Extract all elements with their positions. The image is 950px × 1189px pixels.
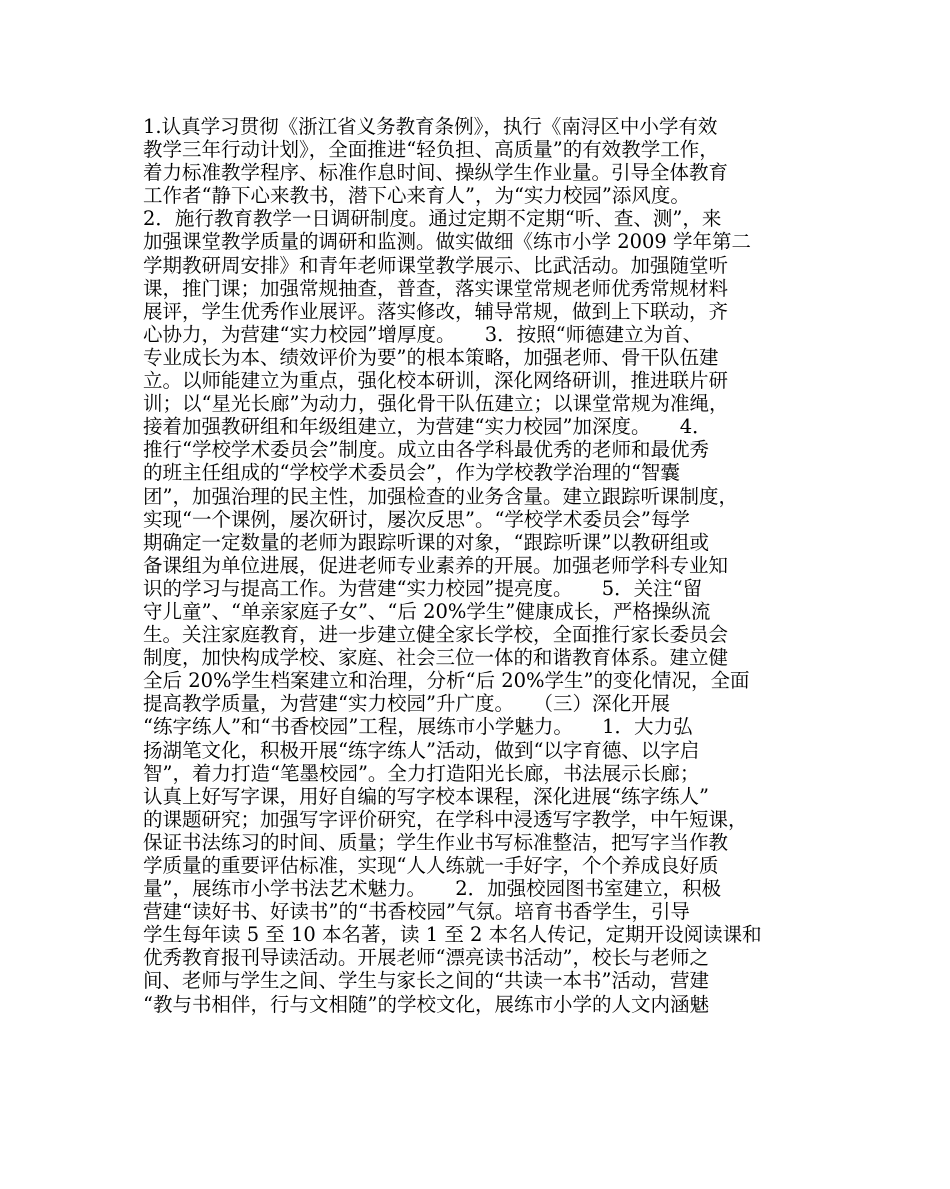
text-line: 营建“读好书、好读书”的“书香校园”气氛。培育书香学生，引导 bbox=[143, 900, 690, 924]
text-line: 展评，学生优秀作业展评。落实修改，辅导常规，做到上下联动，齐 bbox=[143, 299, 729, 323]
text-line: 立。以师能建立为重点，强化校本研训，深化网络研训，推进联片研 bbox=[143, 369, 729, 393]
text-line: 推行“学校学术委员会”制度。成立由各学科最优秀的老师和最优秀 bbox=[143, 438, 709, 462]
text-line: 学期教研周安排》和青年老师课堂教学展示、比武活动。加强随堂听 bbox=[143, 253, 729, 277]
text-line: 心协力，为营建“实力校园”增厚度。 3．按照“师德建立为首、 bbox=[143, 322, 703, 346]
text-line: 全后 20%学生档案建立和治理，分析“后 20%学生”的变化情况，全面 bbox=[143, 669, 750, 693]
text-line: 团”，加强治理的民主性，加强检查的业务含量。建立跟踪听课制度， bbox=[143, 484, 738, 508]
text-line: 着力标准教学程序、标准作息时间、操纵学生作业量。引导全体教育 bbox=[143, 161, 729, 185]
text-line: 学生每年读 5 至 10 本名著，读 1 至 2 本名人传记，定期开设阅读课和 bbox=[143, 923, 762, 947]
text-line: 生。关注家庭教育，进一步建立健全家长学校，全面推行家长委员会 bbox=[143, 623, 729, 647]
text-line: “教与书相伴，行与文相随”的学校文化，展练市小学的人文内涵魅 bbox=[143, 992, 709, 1016]
text-line: 扬湖笔文化，积极开展“练字练人”活动，做到“以字育德、以字启 bbox=[143, 738, 700, 762]
text-line: 专业成长为本、绩效评价为要”的根本策略，加强老师、骨干队伍建 bbox=[143, 345, 719, 369]
text-line: 教学三年行动计划》，全面推进“轻负担、高质量”的有效教学工作， bbox=[143, 138, 719, 162]
document-page bbox=[143, 115, 807, 1016]
text-line: 训；以“星光长廊”为动力，强化骨干队伍建立；以课堂常规为准绳， bbox=[143, 392, 729, 416]
text-line: 加强课堂教学质量的调研和监测。做实做细《练市小学 2009 学年第二 bbox=[143, 230, 752, 254]
text-line: 保证书法练习的时间、质量；学生作业书写标准整洁，把写字当作教 bbox=[143, 830, 729, 854]
text-line: 1.认真学习贯彻《浙江省义务教育条例》，执行《南浔区中小学有效 bbox=[143, 115, 718, 138]
text-line: 工作者“静下心来教书，潜下心来育人”，为“实力校园”添风度。 bbox=[143, 184, 690, 208]
text-line: 量”，展练市小学书法艺术魅力。 2．加强校园图书室建立，积极 bbox=[143, 877, 722, 901]
text-line: 的班主任组成的“学校学术委员会”，作为学校教学治理的“智囊 bbox=[143, 461, 680, 485]
text-line: 期确定一定数量的老师为跟踪听课的对象，“跟踪听课”以教研组或 bbox=[143, 530, 709, 554]
text-line: 优秀教育报刊导读活动。开展老师“漂亮读书活动”，校长与老师之 bbox=[143, 946, 709, 970]
text-line: 守儿童”、“单亲家庭子女”、“后 20%学生”健康成长，严格操纵流 bbox=[143, 599, 711, 623]
text-line: 间、老师与学生之间、学生与家长之间的“共读一本书”活动，营建 bbox=[143, 969, 709, 993]
text-line: 2．施行教育教学一日调研制度。通过定期不定期“听、查、测”，来 bbox=[143, 207, 722, 231]
text-line: “练字练人”和“书香校园”工程，展练市小学魅力。 1．大力弘 bbox=[143, 715, 693, 739]
text-line: 认真上好写字课，用好自编的写字校本课程，深化进展“练字练人” bbox=[143, 784, 709, 808]
text-line: 接着加强教研组和年级组建立，为营建“实力校园”加深度。 4． bbox=[143, 415, 712, 439]
text-line: 课，推门课；加强常规抽查，普查，落实课堂常规老师优秀常规材料 bbox=[143, 276, 729, 300]
text-line: 识的学习与提高工作。为营建“实力校园”提亮度。 5．关注“留 bbox=[143, 576, 703, 600]
text-line: 制度，加快构成学校、家庭、社会三位一体的和谐教育体系。建立健 bbox=[143, 646, 729, 670]
text-line: 提高教学质量，为营建“实力校园”升广度。 （三）深化开展 bbox=[143, 692, 670, 716]
text-line: 实现“一个课例，屡次研讨，屡次反思”。“学校学术委员会”每学 bbox=[143, 507, 690, 531]
text-line: 智”，着力打造“笔墨校园”。全力打造阳光长廊，书法展示长廊； bbox=[143, 761, 700, 785]
text-line: 学质量的重要评估标准，实现“人人练就一手好字，个个养成良好质 bbox=[143, 854, 719, 877]
text-line: 备课组为单位进展，促进老师专业素养的开展。加强老师学科专业知 bbox=[143, 553, 729, 577]
text-line: 的课题研究；加强写字评价研究，在学科中浸透写字教学，中午短课， bbox=[143, 807, 748, 831]
